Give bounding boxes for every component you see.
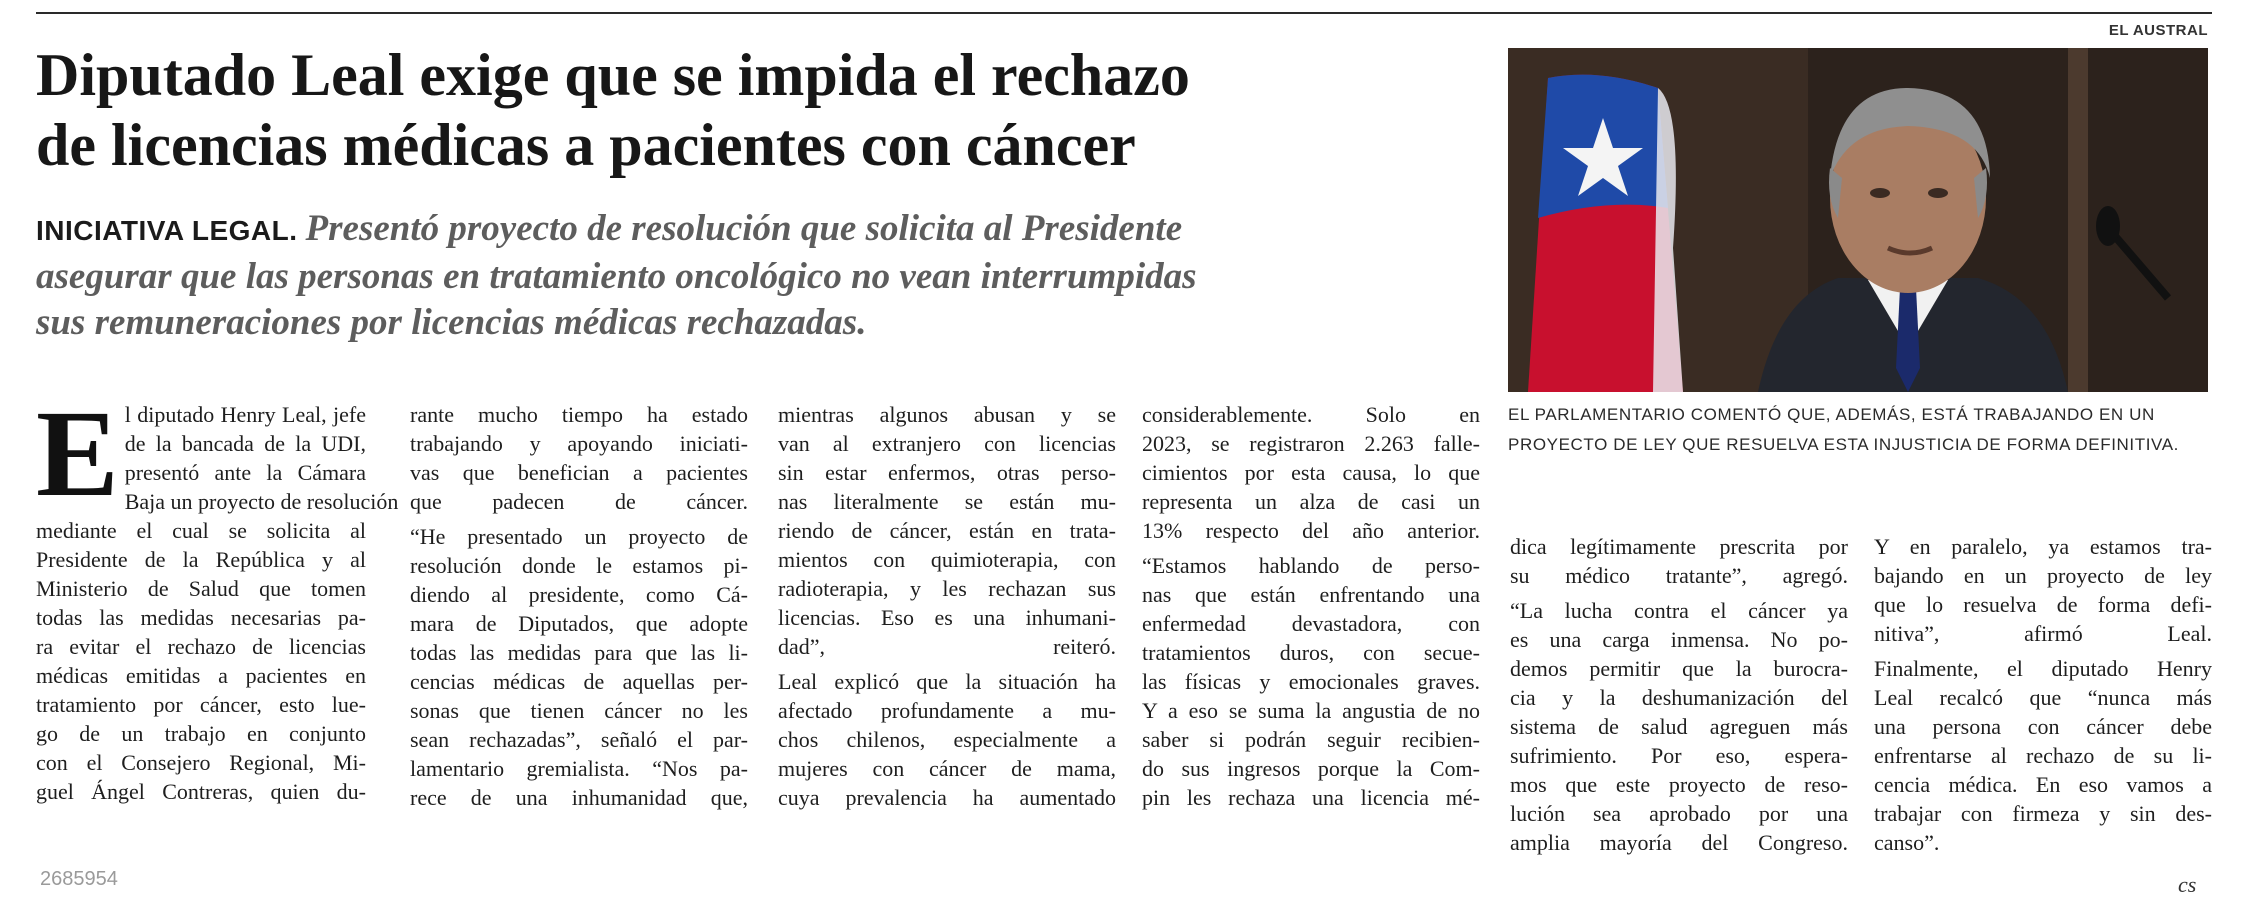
paragraph (1510, 532, 1848, 590)
text-line: representa un alza de casi un (1142, 489, 1480, 514)
text-line: nas literalmente se están mu- (778, 489, 1116, 514)
text-line: saber si podrán seguir recibien- (1142, 727, 1480, 752)
publication-name: EL AUSTRAL (2108, 22, 2208, 39)
article-column-5 (1510, 532, 1848, 863)
text-line: Finalmente, el diputado Henry (1874, 656, 2212, 681)
text-line: rece de una inhumanidad que, (410, 785, 748, 810)
paragraph (410, 522, 748, 812)
text-line: sufrimiento. Por eso, espera- (1510, 743, 1848, 768)
article-column-2 (410, 400, 748, 818)
text-line: dica legítimamente prescrita por (1510, 534, 1848, 559)
photo-illustration (1508, 48, 2208, 392)
text-line: resolución donde le estamos pi- (410, 553, 748, 578)
paragraph (1142, 551, 1480, 812)
caption-line: EL PARLAMENTARIO COMENTÓ QUE, ADEMÁS, ESTÁ TRABAJANDO EN UN (1508, 405, 2155, 424)
deck-text: Presentó proyecto de resolución que solicita al Presidente (305, 208, 1183, 249)
text-line: trabajar con firmeza y sin des- (1874, 801, 2212, 826)
text-line: Y a eso se suma la angustia de no (1142, 698, 1480, 723)
text-line: guel Ángel Contreras, quien du- (36, 779, 366, 804)
paragraph (778, 400, 1116, 661)
text-line: chos chilenos, especialmente a (778, 727, 1116, 752)
text-line: nitiva”, afirmó Leal. (1874, 621, 2212, 646)
text-line: enfrentarse al rechazo de su li- (1874, 743, 2212, 768)
text-line: “He presentado un proyecto de (410, 524, 748, 549)
text-line: bajando en un proyecto de ley (1874, 563, 2212, 588)
text-line: presentó ante la Cámara (124, 460, 366, 485)
text-line: considerablemente. Solo en (1142, 402, 1480, 427)
deck-line: asegurar que las personas en tratamiento oncológico no vean interrumpidas (36, 256, 1197, 297)
text-line: lución sea aprobado por una (1510, 801, 1848, 826)
text-line: radioterapia, y les rechazan sus (778, 576, 1116, 601)
text-line: cencias médicas de aquellas per- (410, 669, 748, 694)
text-line: cimientos por esta causa, lo que (1142, 460, 1480, 485)
text-line: amplia mayoría del Congreso. (1510, 830, 1848, 855)
article-column-6 (1874, 532, 2212, 863)
text-line: mediante el cual se solicita al (36, 518, 366, 543)
text-line: Y en paralelo, ya estamos tra- (1874, 534, 2212, 559)
headline-line: de licencias médicas a pacientes con cáncer (36, 112, 1136, 178)
drop-cap: E (36, 385, 119, 522)
text-line: Baja un proyecto de resolución (124, 489, 399, 514)
text-line: tratamiento por cáncer, esto lue- (36, 692, 366, 717)
text-line: “La lucha contra el cáncer ya (1510, 598, 1848, 623)
paragraph (1874, 654, 2212, 857)
text-line: trabajando y apoyando iniciati- (410, 431, 748, 456)
text-line: es una carga inmensa. No po- (1510, 627, 1848, 652)
text-line: cuya prevalencia ha aumentado (778, 785, 1116, 810)
text-line: mos que este proyecto de reso- (1510, 772, 1848, 797)
text-line: “Estamos hablando de perso- (1142, 553, 1480, 578)
caption-line: PROYECTO DE LEY QUE RESUELVA ESTA INJUSTICIA DE FORMA DEFINITIVA. (1508, 435, 2179, 454)
article-column-1 (36, 385, 399, 806)
text-line: enfermedad devastadora, con (1142, 611, 1480, 636)
text-line: vas que benefician a pacientes (410, 460, 748, 485)
text-line: todas las medidas necesarias pa- (36, 605, 366, 630)
text-line: diendo al presidente, como Cá- (410, 582, 748, 607)
text-line: las físicas y emocionales graves. (1142, 669, 1480, 694)
text-line: van al extranjero con licencias (778, 431, 1116, 456)
reference-number: 2685954 (40, 868, 118, 890)
flag-icon (1528, 75, 1683, 392)
text-line: sonas que tienen cáncer no les (410, 698, 748, 723)
photo-caption (1508, 400, 2212, 460)
article-column-4 (1142, 400, 1480, 818)
paragraph (778, 667, 1116, 812)
text-line: sean rechazadas”, señaló el par- (410, 727, 748, 752)
text-line: cia y la deshumanización del (1510, 685, 1848, 710)
deck (36, 206, 1476, 346)
article-column-3 (778, 400, 1116, 818)
text-line: nas que están enfrentando una (1142, 582, 1480, 607)
text-line: go de un trabajo en conjunto (36, 721, 366, 746)
paragraph (1510, 596, 1848, 857)
text-line: dad”, reiteró. (778, 634, 1116, 659)
text-line: todas las medidas para que las li- (410, 640, 748, 665)
text-line: tratamientos duros, con secue- (1142, 640, 1480, 665)
text-line: Leal explicó que la situación ha (778, 669, 1116, 694)
text-line: mientras algunos abusan y se (778, 402, 1116, 427)
text-line: l diputado Henry Leal, jefe (124, 402, 366, 427)
paragraph (1142, 400, 1480, 545)
headline (36, 40, 1476, 180)
text-line: lamentario gremialista. “Nos pa- (410, 756, 748, 781)
text-line: demos permitir que la burocra- (1510, 656, 1848, 681)
article-photo (1508, 48, 2208, 392)
text-line: canso”. (1874, 830, 1940, 855)
text-line: una persona con cáncer debe (1874, 714, 2212, 739)
text-line: sistema de salud agreguen más (1510, 714, 1848, 739)
headline-line: Diputado Leal exige que se impida el rechazo (36, 42, 1190, 108)
top-rule (36, 12, 2212, 14)
text-line: Leal recalcó que “nunca más (1874, 685, 2212, 710)
text-line: 2023, se registraron 2.263 falle- (1142, 431, 1480, 456)
text-line: con el Consejero Regional, Mi- (36, 750, 366, 775)
text-line: riendo de cáncer, están en trata- (778, 518, 1116, 543)
text-line: mientos con quimioterapia, con (778, 547, 1116, 572)
text-line: Presidente de la República y al (36, 547, 366, 572)
text-line: sin estar enfermos, otras perso- (778, 460, 1116, 485)
text-line: de la bancada de la UDI, (124, 431, 366, 456)
text-line: afectado profundamente a mu- (778, 698, 1116, 723)
paragraph (1874, 532, 2212, 648)
text-line: cencia médica. En eso vamos a (1874, 772, 2212, 797)
deck-line (36, 206, 1476, 254)
text-line: médicas emitidas a pacientes en (36, 663, 366, 688)
deck-kicker: INICIATIVA LEGAL. (36, 215, 298, 246)
text-line: que lo resuelva de forma defi- (1874, 592, 2212, 617)
text-line: Ministerio de Salud que tomen (36, 576, 366, 601)
text-line: licencias. Eso es una inhumani- (778, 605, 1116, 630)
text-line: do sus ingresos porque la Com- (1142, 756, 1480, 781)
text-line: rante mucho tiempo ha estado (410, 402, 748, 427)
text-line: 13% respecto del año anterior. (1142, 518, 1480, 543)
paragraph (410, 400, 748, 516)
text-line: mara de Diputados, que adopte (410, 611, 748, 636)
end-mark: cs (2178, 872, 2197, 897)
text-line: mujeres con cáncer de mama, (778, 756, 1116, 781)
text-line: su médico tratante”, agregó. (1510, 563, 1848, 588)
text-line: ra evitar el rechazo de licencias (36, 634, 366, 659)
text-line: que padecen de cáncer. (410, 489, 748, 514)
text-line: pin les rechaza una licencia mé- (1142, 785, 1480, 810)
deck-line: sus remuneraciones por licencias médicas rechazadas. (36, 302, 867, 343)
